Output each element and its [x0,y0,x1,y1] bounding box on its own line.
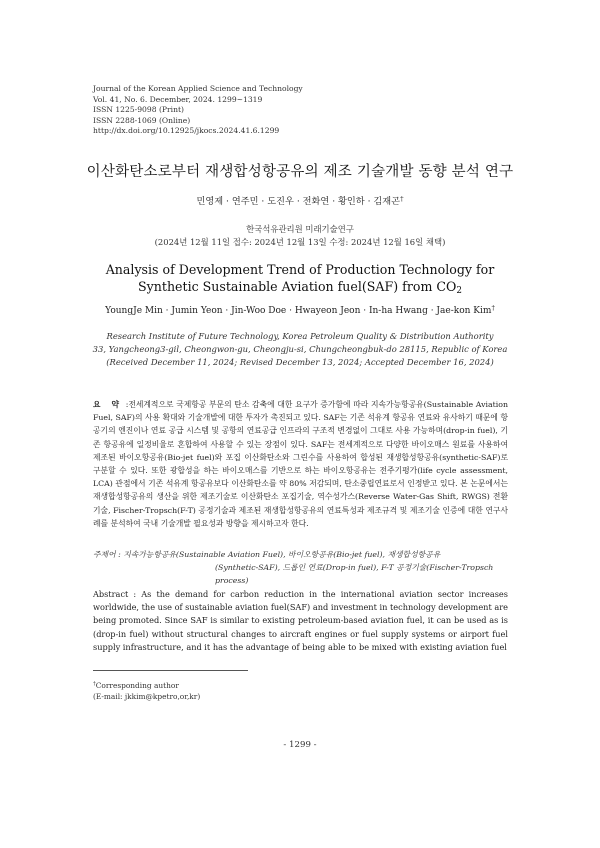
abstract-korean [93,398,508,530]
affiliation-english [0,330,600,369]
title-english-line1: Analysis of Development Trend of Production Technology for [105,262,495,277]
co2-subscript: 2 [456,286,462,296]
abstract-english [93,588,508,654]
affiliation-korean [0,223,600,249]
dates-korean: (2024년 12월 11일 접수: 2024년 12월 13일 수정: 2024년 12월 16일 채택) [154,237,446,247]
abstract-english-text: As the demand for carbon reduction in the international aviation sector increases worldwide, the use of sustainable aviation fuel(SAF) and investment in technology development are being promoted. Since SAF is similar to existing petroleum-based aviation fuel, it can be used as is (drop-in fuel) without structural changes to aircraft engines or fuel supply systems or airport fuel supply infrastructure, and it has the advantage of being able to be mixed with existing aviation fuel [93,589,508,652]
keywords-label: 주제어 : [93,550,121,559]
authors-korean-names: 민영제 · 연주민 · 도진우 · 전화연 · 황인하 · 김재곤 [196,196,401,207]
affiliation-korean-name: 한국석유관리원 미래기술연구 [246,224,354,234]
dagger-mark: † [400,195,404,203]
abstract-korean-text: :전세계적으로 국제항공 부문의 탄소 감축에 대한 요구가 증가함에 따라 지속가능항공유(Sustainable Aviation Fuel, SAF)의 사용 확대와 기술개발에 대한 투자가 촉진되고 있다. SAF는 기존 석유계 항공유 연료와 유사하기 때문에 항공기의 엔진이나 연료 공급 시스템 및 공항의 연료공급 인프라의 구조적 변경없이 그대로 사용 가능하며(drop-in fuel), 기존 항공유에 일정비율로 혼합하여 사용할 수 있는 장점이 있다. SAF는 전세계적으로 다양한 바이오매스 원료를 사용하여 제조된 바이오항공유(Bio-jet fuel)와 포집 이산화탄소와 그린수를 사용하여 합성된 재생합성항공유(synthetic-SAF)로 구분할 수 있다. 또한 광합성을 하는 바이오매스를 기반으로 하는 바이오항공유는 전주기평가(life cycle assessment, LCA) 관점에서 기존 석유계 항공유보다 이산화탄소를 약 80% 저감되며, 탄소중립연료로서 인정받고 있다. 본 논문에서는 재생합성항공유의 생산을 위한 제조기술로 이산화탄소 포집기술, 역수성가스(Reverse Water-Gas Shift, RWGS) 전환기술, Fischer-Tropsch(F-T) 공정기술과 제조된 재생합성항공유의 연료특성과 제조규격 및 제조기술 인증에 대한 연구사례를 분석하여 국내 기술개발 필요성과 방향을 제시하고자 한다. [93,400,509,528]
affiliation-english-line1: Research Institute of Future Technology, Korea Petroleum Quality & Distribution Authority [106,331,494,341]
abstract-korean-head: 요 약 [93,400,123,409]
authors-english-names: YoungJe Min · Jumin Yeon · Jin-Woo Doe · Hwayeon Jeon · In-ha Hwang · Jae-kon Kim [105,306,492,316]
journal-volume: Vol. 41, No. 6. December, 2024. 1299~1319 [93,94,263,104]
dates-english: (Received December 11, 2024; Revised December 13, 2024; Accepted December 16, 2024) [106,357,494,367]
footnote-dagger: † [93,681,96,687]
authors-english [0,306,600,316]
journal-issn-online: ISSN 2288-1069 (Online) [93,115,191,125]
authors-korean [0,193,600,207]
footnote [93,680,200,702]
journal-issn-print: ISSN 1225-9098 (Print) [93,105,184,115]
affiliation-english-line2: 33, Yangcheong3-gil, Cheongwon-gu, Cheongju-si, Chungcheongbuk-do 28115, Republic of Korea [92,344,508,354]
title-english-line2 [0,278,600,295]
journal-header [93,84,303,137]
dagger-mark-en: † [491,304,495,312]
corresponding-author: Corresponding author [95,681,179,690]
footnote-divider [93,670,248,671]
keywords-line1: 지속가능항공유(Sustainable Aviation Fuel), 바이오항공유(Bio-jet fuel), 재생합성항공유 [123,550,441,559]
page-number: - 1299 - [283,740,317,750]
corresponding-email: (E-mail: jkkim@kpetro,or,kr) [93,692,201,701]
keywords-line2: (Synthetic-SAF), 드롭인 연료(Drop-in fuel), F-T 공정기술(Fischer-Tropsch process) [215,563,494,585]
title-korean: 이산화탄소로부터 재생합성항공유의 제조 기술개발 동향 분석 연구 [86,164,514,180]
title-english [0,261,600,295]
journal-doi[interactable]: http://dx.doi.org/10.12925/jkocs.2024.41.6.1299 [93,126,280,136]
abstract-english-head: Abstract : [93,589,137,599]
journal-name: Journal of the Korean Applied Science and Technology [93,84,303,93]
title-english-line2-text: Synthetic Sustainable Aviation fuel(SAF) from CO [138,279,457,294]
keywords [93,548,508,587]
